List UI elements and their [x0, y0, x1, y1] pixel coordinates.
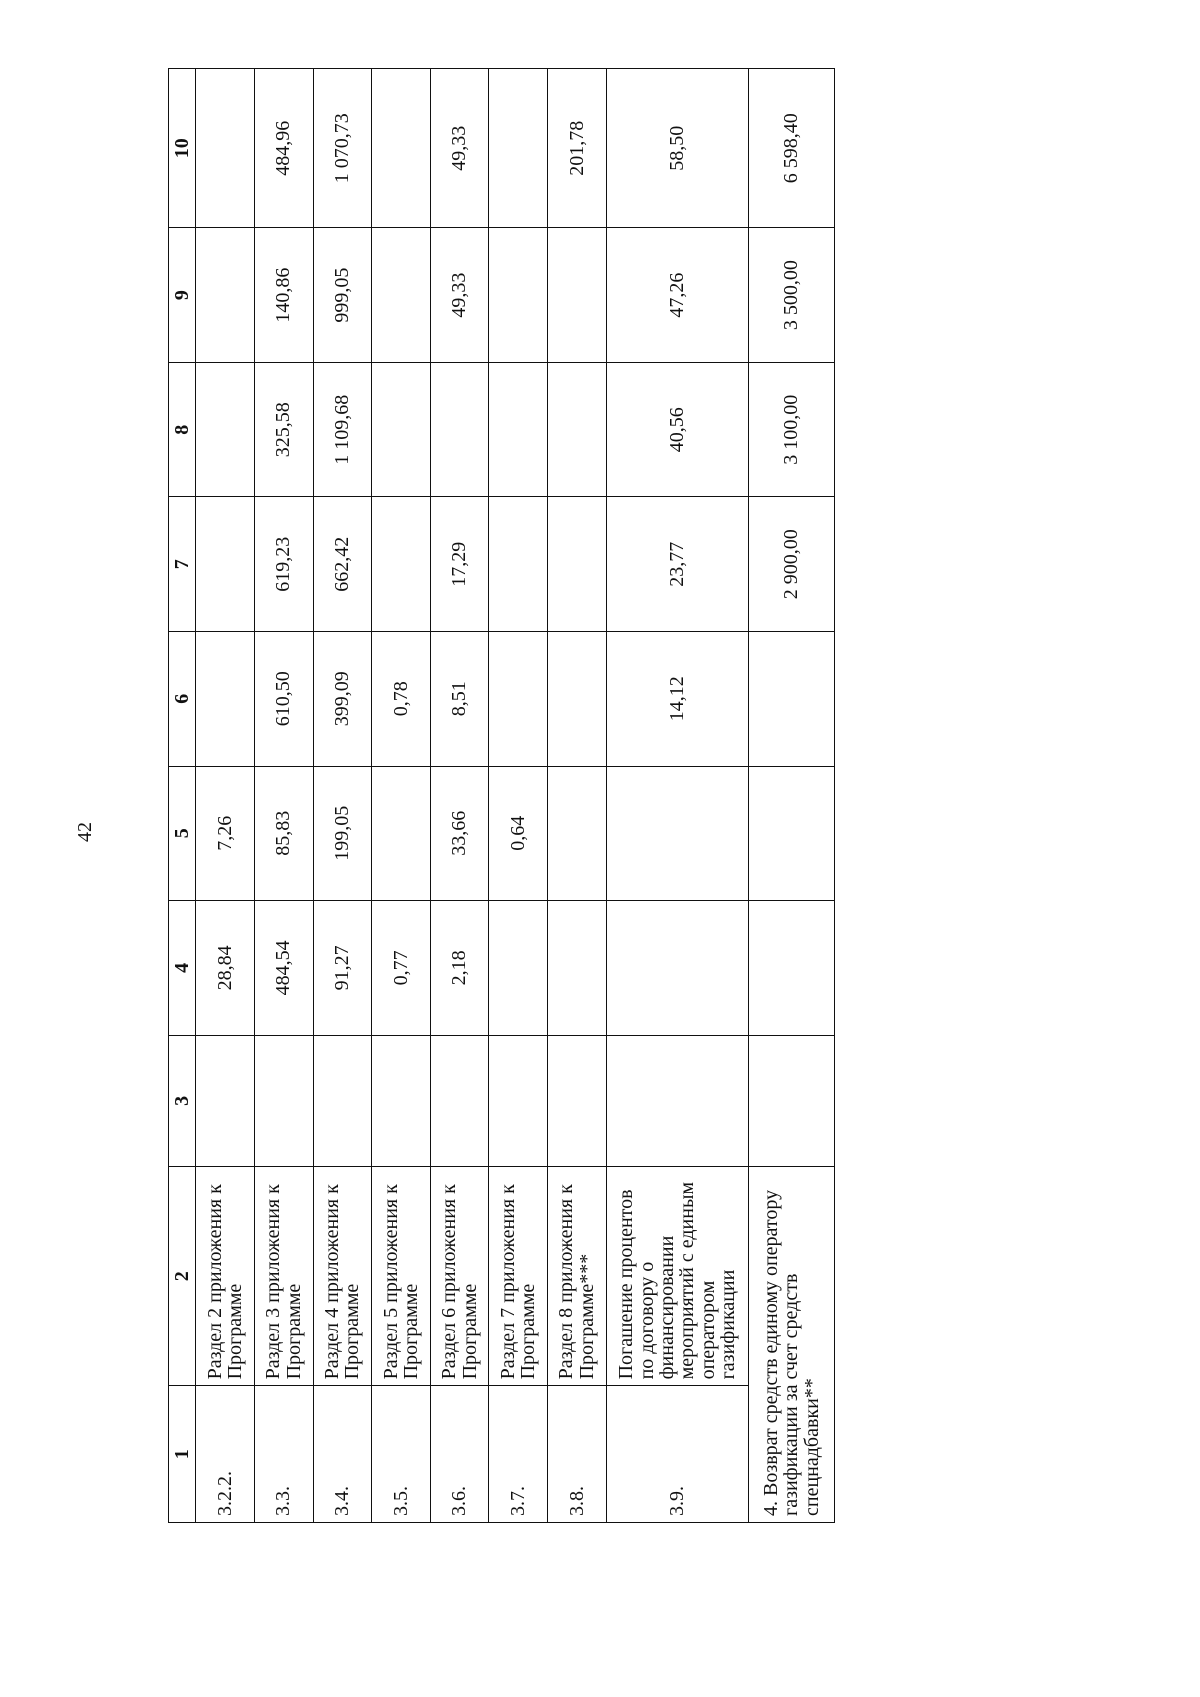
- cell-col10: [196, 69, 255, 228]
- cell-col6: 8,51: [430, 632, 489, 767]
- cell-col9: 49,33: [430, 228, 489, 363]
- cell-col6: [749, 632, 835, 767]
- cell-col4: 0,77: [372, 901, 431, 1036]
- cell-col7: [489, 497, 548, 632]
- cell-col7: 17,29: [430, 497, 489, 632]
- cell-col5: [749, 766, 835, 901]
- cell-col3: [196, 1035, 255, 1166]
- cell-col9: [548, 228, 607, 363]
- cell-col9: 3 500,00: [749, 228, 835, 363]
- cell-col5: [372, 766, 431, 901]
- header-cell: 8: [169, 362, 196, 497]
- cell-col9: 140,86: [254, 228, 313, 363]
- row-name: Погашение процентов по договору о финансировании мероприятий с единым оператором газификации: [606, 1167, 748, 1386]
- header-cell: 10: [169, 69, 196, 228]
- cell-col8: [372, 362, 431, 497]
- cell-col7: 619,23: [254, 497, 313, 632]
- cell-col9: [196, 228, 255, 363]
- header-cell: 1: [169, 1386, 196, 1523]
- total-label: 4. Возврат средств единому оператору газификации за счет средств спецнадбавки**: [749, 1167, 835, 1523]
- table-row: [606, 69, 748, 1523]
- row-code: 3.9.: [606, 1386, 748, 1523]
- cell-col3: [489, 1035, 548, 1166]
- cell-col6: [489, 632, 548, 767]
- table-row: [254, 69, 313, 1523]
- budget-table: [168, 68, 835, 1523]
- header-cell: 3: [169, 1035, 196, 1166]
- header-cell: 7: [169, 497, 196, 632]
- cell-col6: 14,12: [606, 632, 748, 767]
- cell-col7: 662,42: [313, 497, 372, 632]
- cell-col10: 201,78: [548, 69, 607, 228]
- table-row: [430, 69, 489, 1523]
- cell-col8: 40,56: [606, 362, 748, 497]
- cell-col6: 0,78: [372, 632, 431, 767]
- cell-col7: 23,77: [606, 497, 748, 632]
- cell-col5: 33,66: [430, 766, 489, 901]
- cell-col7: [372, 497, 431, 632]
- cell-col4: [548, 901, 607, 1036]
- cell-col3: [749, 1035, 835, 1166]
- cell-col7: [196, 497, 255, 632]
- page-number: 42: [74, 822, 96, 842]
- cell-col4: [749, 901, 835, 1036]
- cell-col9: [489, 228, 548, 363]
- total-row: [749, 69, 835, 1523]
- cell-col6: 610,50: [254, 632, 313, 767]
- cell-col8: 3 100,00: [749, 362, 835, 497]
- row-code: 3.8.: [548, 1386, 607, 1523]
- row-name: Раздел 6 приложения к Программе: [430, 1167, 489, 1386]
- cell-col10: 1 070,73: [313, 69, 372, 228]
- cell-col8: [196, 362, 255, 497]
- row-name: Раздел 3 приложения к Программе: [254, 1167, 313, 1386]
- row-name: Раздел 7 приложения к Программе: [489, 1167, 548, 1386]
- cell-col4: 91,27: [313, 901, 372, 1036]
- header-cell: 6: [169, 632, 196, 767]
- table-row: [196, 69, 255, 1523]
- cell-col9: 47,26: [606, 228, 748, 363]
- cell-col10: 58,50: [606, 69, 748, 228]
- cell-col8: [548, 362, 607, 497]
- row-code: 3.6.: [430, 1386, 489, 1523]
- cell-col4: 484,54: [254, 901, 313, 1036]
- cell-col3: [606, 1035, 748, 1166]
- cell-col5: [548, 766, 607, 901]
- cell-col6: 399,09: [313, 632, 372, 767]
- row-name: Раздел 8 приложения к Программе***: [548, 1167, 607, 1386]
- row-code: 3.3.: [254, 1386, 313, 1523]
- row-code: 3.2.2.: [196, 1386, 255, 1523]
- header-cell: 5: [169, 766, 196, 901]
- row-code: 3.5.: [372, 1386, 431, 1523]
- cell-col5: 0,64: [489, 766, 548, 901]
- table-row: [313, 69, 372, 1523]
- row-name: Раздел 5 приложения к Программе: [372, 1167, 431, 1386]
- cell-col5: [606, 766, 748, 901]
- rotated-table-container: [168, 68, 835, 1523]
- cell-col5: 199,05: [313, 766, 372, 901]
- cell-col5: 7,26: [196, 766, 255, 901]
- table-row: [489, 69, 548, 1523]
- cell-col8: 325,58: [254, 362, 313, 497]
- cell-col10: [489, 69, 548, 228]
- header-row: [169, 69, 196, 1523]
- cell-col7: 2 900,00: [749, 497, 835, 632]
- cell-col10: 6 598,40: [749, 69, 835, 228]
- cell-col3: [548, 1035, 607, 1166]
- cell-col3: [254, 1035, 313, 1166]
- cell-col4: [606, 901, 748, 1036]
- cell-col3: [313, 1035, 372, 1166]
- cell-col9: 999,05: [313, 228, 372, 363]
- cell-col6: [196, 632, 255, 767]
- row-name: Раздел 2 приложения к Программе: [196, 1167, 255, 1386]
- header-cell: 2: [169, 1167, 196, 1386]
- cell-col9: [372, 228, 431, 363]
- row-code: 3.7.: [489, 1386, 548, 1523]
- cell-col5: 85,83: [254, 766, 313, 901]
- cell-col10: [372, 69, 431, 228]
- cell-col4: 2,18: [430, 901, 489, 1036]
- header-cell: 4: [169, 901, 196, 1036]
- row-code: 3.4.: [313, 1386, 372, 1523]
- cell-col8: 1 109,68: [313, 362, 372, 497]
- cell-col8: [489, 362, 548, 497]
- cell-col8: [430, 362, 489, 497]
- row-name: Раздел 4 приложения к Программе: [313, 1167, 372, 1386]
- cell-col3: [372, 1035, 431, 1166]
- header-cell: 9: [169, 228, 196, 363]
- table-row: [372, 69, 431, 1523]
- table-row: [548, 69, 607, 1523]
- cell-col10: 49,33: [430, 69, 489, 228]
- cell-col7: [548, 497, 607, 632]
- cell-col6: [548, 632, 607, 767]
- cell-col10: 484,96: [254, 69, 313, 228]
- cell-col3: [430, 1035, 489, 1166]
- cell-col4: 28,84: [196, 901, 255, 1036]
- cell-col4: [489, 901, 548, 1036]
